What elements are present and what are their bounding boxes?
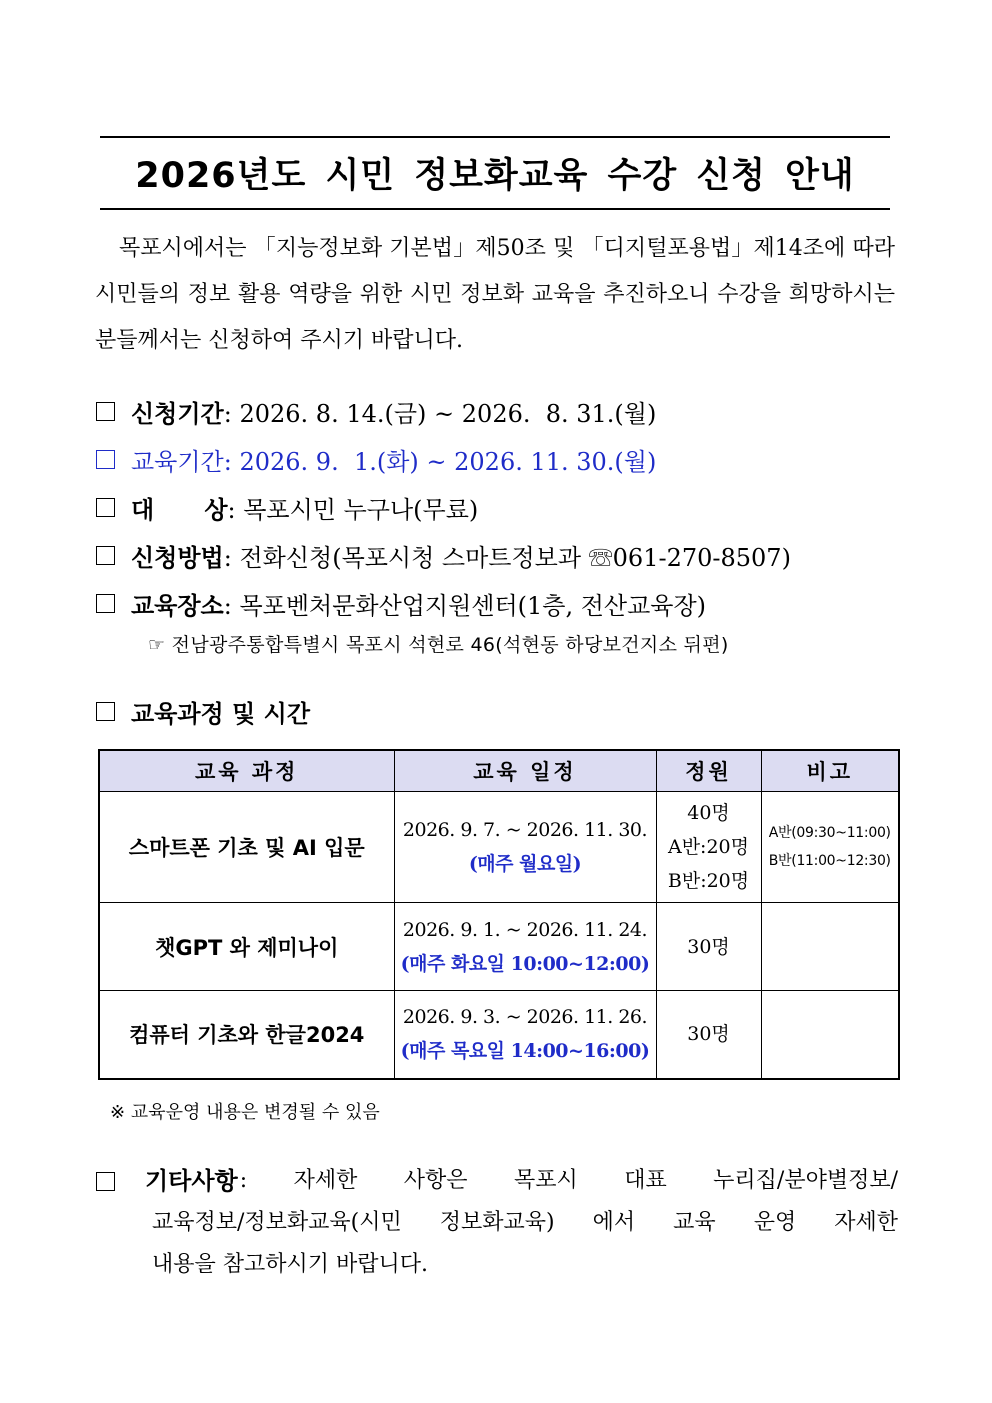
etc-text-2: 교육정보/정보화교육(시민 정보화교육) 에서 교육 운영 자세한 [152,1210,898,1235]
item-label: 교육장소 [131,591,224,620]
table-row [99,991,899,1079]
header-note: 비고 [761,750,899,792]
checkbox-square-icon [96,402,115,421]
location-address: ☞ 전남광주통합특별시 목포시 석현로 46(석현동 하당보건지소 뒤편) [148,634,729,656]
intro-line-1: 목포시에서는 「지능정보화 기본법」제50조 및 「디지털포용법」제14조에 [119,236,846,261]
course-note [761,991,899,1079]
course-name: 챗GPT 와 제미나이 [99,903,394,991]
course-date [394,903,656,991]
etc-line-2 [96,1202,898,1244]
page-title: 2026년도 시민 정보화교육 수강 신청 안내 [135,156,855,196]
course-capacity: 30명 [656,903,761,991]
etc-line-1 [96,1160,898,1202]
course-name: 컴퓨터 기초와 한글2024 [99,991,394,1079]
header-capacity: 정원 [656,750,761,792]
capacity-b: B반:20명 [667,870,750,892]
etc-section [96,1160,898,1286]
course-capacity: 30명 [656,991,761,1079]
header-schedule: 교육 일정 [394,750,656,792]
item-edu-period [96,442,656,477]
checkbox-square-icon [96,546,115,565]
section-course-time [96,694,310,729]
course-date [394,792,656,903]
checkbox-square-icon [96,498,115,517]
course-note [761,792,899,903]
table-row [99,903,899,991]
checkbox-square-icon [96,450,115,469]
item-value: : 2026. 8. 14.(금) ~ 2026. 8. 31.(월) [223,400,657,428]
weekly-schedule: (매주 화요일 10:00~12:00) [400,952,650,975]
course-note [761,903,899,991]
table-header-row [99,750,899,792]
course-capacity [656,792,761,903]
date-range: 2026. 9. 7. ~ 2026. 11. 30. [402,819,648,841]
item-value: : 2026. 9. 1.(화) ~ 2026. 11. 30.(월) [223,448,657,476]
etc-line-3 [96,1244,898,1286]
intro-line-2: 따라 시민들의 정보 활용 역량을 위한 시민 정보화 교육을 추진하오니 [95,236,896,307]
item-value: : 목포시민 누구나(무료) [227,496,479,524]
item-label: 대 상 [131,495,228,524]
note-a: A반(09:30~11:00) [768,825,891,841]
checkbox-square-icon [96,702,115,721]
weekly-schedule: (매주 월요일) [468,853,582,875]
item-apply-period [96,394,656,429]
item-target [96,490,478,525]
checkbox-square-icon [96,594,115,613]
note-b: B반(11:00~12:30) [768,853,891,869]
item-value: : 목포벤처문화산업지원센터(1층, 전산교육장) [223,592,707,620]
item-location [96,586,706,621]
date-range: 2026. 9. 3. ~ 2026. 11. 26. [402,1006,648,1029]
item-label: 신청기간 [131,399,224,428]
course-date [394,991,656,1079]
capacity-total: 40명 [687,802,730,824]
item-value: : 전화신청(목포시청 스마트정보과 ☏061-270-8507) [223,544,791,572]
item-method [96,538,791,573]
item-label: 교육기간 [131,448,224,476]
etc-text-3: 내용을 참고하시기 바랍니다. [152,1252,429,1277]
date-range: 2026. 9. 1. ~ 2026. 11. 24. [402,918,648,941]
capacity-a: A반:20명 [667,836,749,858]
title-frame [100,136,890,210]
course-name: 스마트폰 기초 및 AI 입문 [99,792,394,903]
item-label: 신청방법 [131,543,224,572]
intro-line-3: 수강을 희망하시는 분들께서는 신청하여 주시기 바랍니다. [95,282,896,353]
section-title: 교육과정 및 시간 [131,699,310,728]
etc-label: 기타사항 [145,1166,238,1195]
weekly-schedule: (매주 목요일 14:00~16:00) [400,1040,650,1063]
table-footnote: ※ 교육운영 내용은 변경될 수 있음 [110,1102,380,1123]
header-course: 교육 과정 [99,750,394,792]
intro-paragraph [95,226,895,364]
course-schedule-table [98,749,900,1080]
etc-text-1: : 자세한 사항은 목포시 대표 누리집/분야별정보/ [239,1168,898,1193]
table-row [99,792,899,903]
checkbox-square-icon [96,1172,115,1191]
